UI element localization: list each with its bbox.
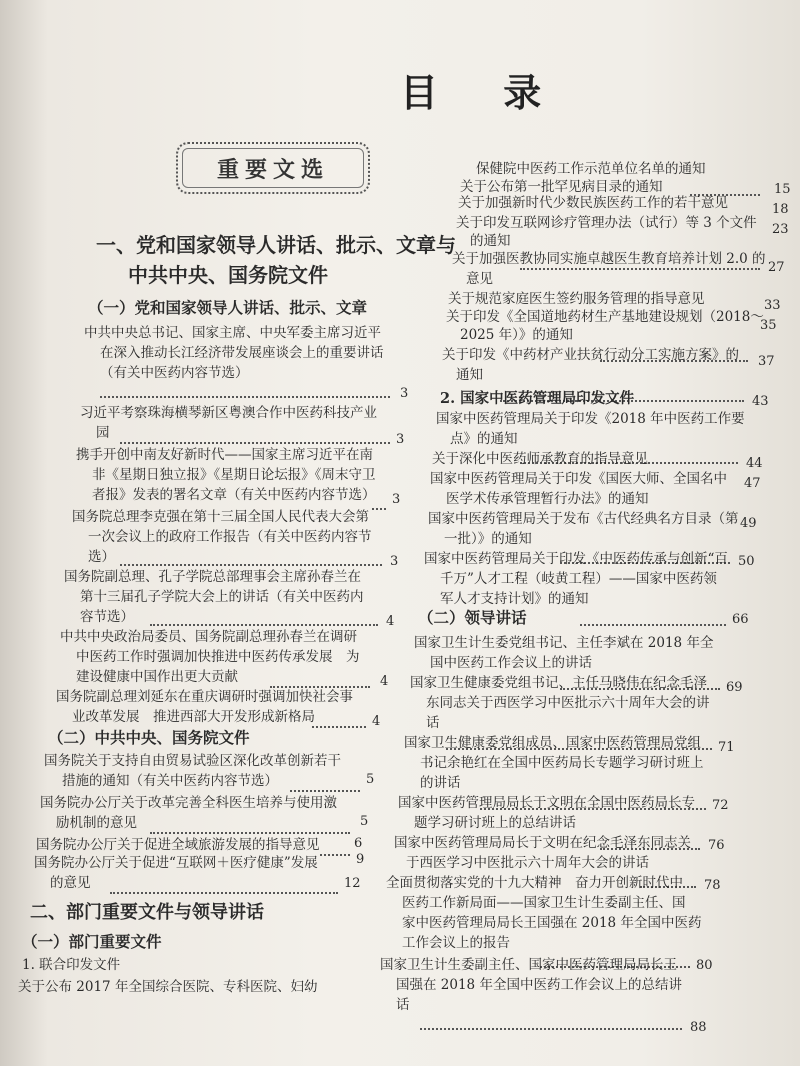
section-heading: 中共中央、国务院文件 xyxy=(128,263,328,287)
toc-entry[interactable]: 关于规范家庭医生签约服务管理的指导意见 xyxy=(448,291,705,307)
page-number: 50 xyxy=(738,554,755,569)
toc-entry[interactable]: 建设健康中国作出更大贡献 xyxy=(76,669,238,685)
page-number: 72 xyxy=(712,798,729,813)
toc-entry[interactable]: 中共中央政治局委员、国务院副总理孙春兰在调研 xyxy=(60,629,357,645)
subsection-heading: （一）党和国家领导人讲话、批示、文章 xyxy=(88,298,368,317)
section-heading: 二、部门重要文件与领导讲话 xyxy=(30,902,264,923)
toc-entry[interactable]: 关于深化中医药师承教育的指导意见 xyxy=(432,451,648,467)
toc-entry[interactable]: 国务院副总理、孔子学院总部理事会主席孙春兰在 xyxy=(64,569,361,585)
subsection-heading: 1. 联合印发文件 xyxy=(22,957,121,973)
page-number: 23 xyxy=(772,222,789,237)
toc-entry[interactable]: 千万”人才工程（岐黄工程）——国家中医药领 xyxy=(440,571,717,587)
toc-entry[interactable]: 中共中央总书记、国家主席、中央军委主席习近平 xyxy=(84,325,381,341)
toc-entry[interactable]: 题学习研讨班上的总结讲话 xyxy=(414,815,576,831)
toc-entry[interactable]: 话 xyxy=(396,997,410,1013)
toc-entry[interactable]: 点》的通知 xyxy=(450,431,518,447)
toc-entry[interactable]: 携手开创中南友好新时代——国家主席习近平在南 xyxy=(76,447,373,463)
leader-dots xyxy=(312,724,366,728)
leader-dots xyxy=(120,562,382,566)
leader-dots xyxy=(372,506,386,510)
toc-entry[interactable]: 的意见 xyxy=(50,875,91,891)
toc-entry[interactable]: 国家中医药管理局关于印发《国医大师、全国名中 xyxy=(430,471,727,487)
page-number: 27 xyxy=(768,260,785,275)
page-number: 3 xyxy=(400,386,409,401)
subsection-heading: 2. 国家中医药管理局印发文件 xyxy=(440,390,635,407)
toc-entry[interactable]: 国家卫生计生委副主任、国家中医药管理局局长王 xyxy=(380,957,677,973)
page-number: 4 xyxy=(372,714,381,729)
toc-entry[interactable]: 关于公布 2017 年全国综合医院、专科医院、妇幼 xyxy=(18,979,318,995)
toc-entry[interactable]: 国中医药工作会议上的讲话 xyxy=(430,655,592,671)
toc-entry[interactable]: 国务院关于支持自由贸易试验区深化改革创新若干 xyxy=(44,753,341,769)
page-number: 49 xyxy=(740,516,757,531)
toc-entry[interactable]: 军人才支持计划》的通知 xyxy=(440,591,589,607)
leader-dots xyxy=(150,830,350,834)
toc-entry[interactable]: 通知 xyxy=(456,367,483,383)
page-number: 43 xyxy=(752,394,769,409)
section-badge: 重要文选 xyxy=(176,142,370,194)
toc-entry[interactable]: 关于印发《全国道地药材生产基地建设规划（2018～ xyxy=(446,309,764,325)
page-number: 76 xyxy=(708,838,725,853)
leader-dots xyxy=(580,622,726,626)
toc-entry[interactable]: 工作会议上的报告 xyxy=(402,935,510,951)
toc-entry[interactable]: 医药工作新局面——国家卫生计生委副主任、国 xyxy=(402,895,686,911)
toc-entry[interactable]: 关于加强新时代少数民族医药工作的若干意见 xyxy=(458,195,728,211)
toc-entry[interactable]: 东同志关于西医学习中医批示六十周年大会的讲 xyxy=(426,695,710,711)
toc-entry[interactable]: 中医药工作时强调加快推进中医药传承发展 为 xyxy=(76,649,360,665)
subsection-heading: （二）中共中央、国务院文件 xyxy=(48,728,250,747)
page-number: 4 xyxy=(380,674,389,689)
toc-entry[interactable]: 第十三届孔子学院大会上的讲话（有关中医药内 xyxy=(80,589,364,605)
subsection-heading: （一）部门重要文件 xyxy=(22,932,162,951)
toc-entry[interactable]: 国家中医药管理局关于发布《古代经典名方目录（第 xyxy=(428,511,739,527)
toc-entry[interactable]: 书记余艳红在全国中医药局长专题学习研讨班上 xyxy=(420,755,704,771)
leader-dots xyxy=(120,440,390,444)
toc-entry[interactable]: 一批）》的通知 xyxy=(444,531,532,547)
page-number: 35 xyxy=(760,318,777,333)
toc-entry[interactable]: 国家卫生健康委党组书记、主任马晓伟在纪念毛泽 xyxy=(410,675,707,691)
toc-entry[interactable]: 国家中医药管理局局长于文明在全国中医药局长专 xyxy=(398,795,695,811)
page-number: 18 xyxy=(772,202,789,217)
page-number: 33 xyxy=(764,298,781,313)
toc-entry[interactable]: 者报》发表的署名文章（有关中医药内容节选） xyxy=(92,487,376,503)
page-number: 66 xyxy=(732,612,749,627)
toc-entry[interactable]: 国务院办公厅关于促进全域旅游发展的指导意见 xyxy=(36,837,320,853)
toc-entry[interactable]: 园 xyxy=(96,425,110,441)
toc-entry[interactable]: 国务院副总理刘延东在重庆调研时强调加快社会事 xyxy=(56,689,353,705)
toc-entry[interactable]: 保健院中医药工作示范单位名单的通知 xyxy=(476,161,706,177)
toc-entry[interactable]: 话 xyxy=(426,715,440,731)
toc-entry[interactable]: 励机制的意见 xyxy=(56,815,137,831)
section-heading: 一、党和国家领导人讲话、批示、文章与 xyxy=(96,233,456,257)
toc-entry[interactable]: 国家中医药管理局关于印发《中医药传承与创新“百 xyxy=(424,551,728,567)
toc-entry[interactable]: 国务院办公厅关于改革完善全科医生培养与使用激 xyxy=(40,795,337,811)
page-number: 69 xyxy=(726,680,743,695)
page-number: 78 xyxy=(704,878,721,893)
toc-entry[interactable]: 一次会议上的政府工作报告（有关中医药内容节 xyxy=(88,529,372,545)
page-number: 15 xyxy=(774,182,791,197)
page-number: 3 xyxy=(392,492,401,507)
leader-dots xyxy=(420,1026,682,1030)
toc-entry[interactable]: 关于加强医教协同实施卓越医生教育培养计划 2.0 的 xyxy=(452,251,766,267)
page-number: 3 xyxy=(390,554,399,569)
page-title: 目 录 xyxy=(400,70,568,115)
toc-entry[interactable]: 在深入推动长江经济带发展座谈会上的重要讲话 xyxy=(100,345,384,361)
toc-entry[interactable]: 全面贯彻落实党的十九大精神 奋力开创新时代中 xyxy=(386,875,683,891)
toc-entry[interactable]: 措施的通知（有关中医药内容节选） xyxy=(62,773,278,789)
toc-entry[interactable]: 意见 xyxy=(466,271,493,287)
page-number: 47 xyxy=(744,476,761,491)
toc-entry[interactable]: 的讲话 xyxy=(420,775,461,791)
page-number: 6 xyxy=(354,836,363,851)
toc-entry[interactable]: 业改革发展 推进西部大开发形成新格局 xyxy=(72,709,315,725)
toc-entry[interactable]: 选） xyxy=(88,549,115,565)
page-number: 5 xyxy=(366,772,375,787)
toc-entry[interactable]: 容节选） xyxy=(80,609,134,625)
toc-entry[interactable]: 国家中医药管理局关于印发《2018 年中医药工作要 xyxy=(436,411,745,427)
leader-dots xyxy=(150,622,378,626)
toc-entry[interactable]: 2025 年）》的通知 xyxy=(460,327,573,343)
toc-entry[interactable]: 的通知 xyxy=(470,233,511,249)
page-number: 80 xyxy=(696,958,713,973)
toc-entry[interactable]: 国家中医药管理局局长于文明在纪念毛泽东同志关 xyxy=(394,835,691,851)
page-number: 9 xyxy=(356,852,365,867)
page-number: 71 xyxy=(718,740,735,755)
page-number: 44 xyxy=(746,456,763,471)
toc-entry[interactable]: 关于公布第一批罕见病目录的通知 xyxy=(460,179,663,195)
page-number: 12 xyxy=(344,876,361,891)
toc-entry[interactable]: （有关中医药内容节选） xyxy=(100,365,249,381)
toc-entry[interactable]: 国强在 2018 年全国中医药工作会议上的总结讲 xyxy=(396,977,682,993)
page-number: 5 xyxy=(360,814,369,829)
toc-entry[interactable]: 医学术传承管理暂行办法》的通知 xyxy=(446,491,649,507)
toc-entry[interactable]: 于西医学习中医批示六十周年大会的讲话 xyxy=(406,855,649,871)
page-number: 88 xyxy=(690,1020,707,1035)
toc-entry[interactable]: 非《星期日独立报》《星期日论坛报》《周末守卫 xyxy=(92,467,376,483)
leader-dots xyxy=(320,852,350,856)
leader-dots xyxy=(110,890,338,894)
toc-entry[interactable]: 国务院办公厅关于促进“互联网＋医疗健康”发展 xyxy=(34,855,318,871)
toc-entry[interactable]: 国务院总理李克强在第十三届全国人民代表大会第 xyxy=(72,509,369,525)
toc-entry[interactable]: 国家卫生计生委党组书记、主任李斌在 2018 年全 xyxy=(414,635,714,651)
leader-dots xyxy=(100,394,390,398)
page-number: 37 xyxy=(758,354,775,369)
toc-entry[interactable]: 家中医药管理局局长王国强在 2018 年全国中医药 xyxy=(402,915,702,931)
page-number: 4 xyxy=(386,614,395,629)
subsection-heading: （二）领导讲话 xyxy=(418,608,527,627)
toc-entry[interactable]: 关于印发《中药材产业扶贫行动分工实施方案》的 xyxy=(442,347,739,363)
leader-dots xyxy=(290,788,360,792)
toc-entry[interactable]: 国家卫生健康委党组成员、国家中医药管理局党组 xyxy=(404,735,701,751)
page-number: 3 xyxy=(396,432,405,447)
toc-entry[interactable]: 习近平考察珠海横琴新区粤澳合作中医药科技产业 xyxy=(80,405,377,421)
toc-entry[interactable]: 关于印发互联网诊疗管理办法（试行）等 3 个文件 xyxy=(456,215,757,231)
